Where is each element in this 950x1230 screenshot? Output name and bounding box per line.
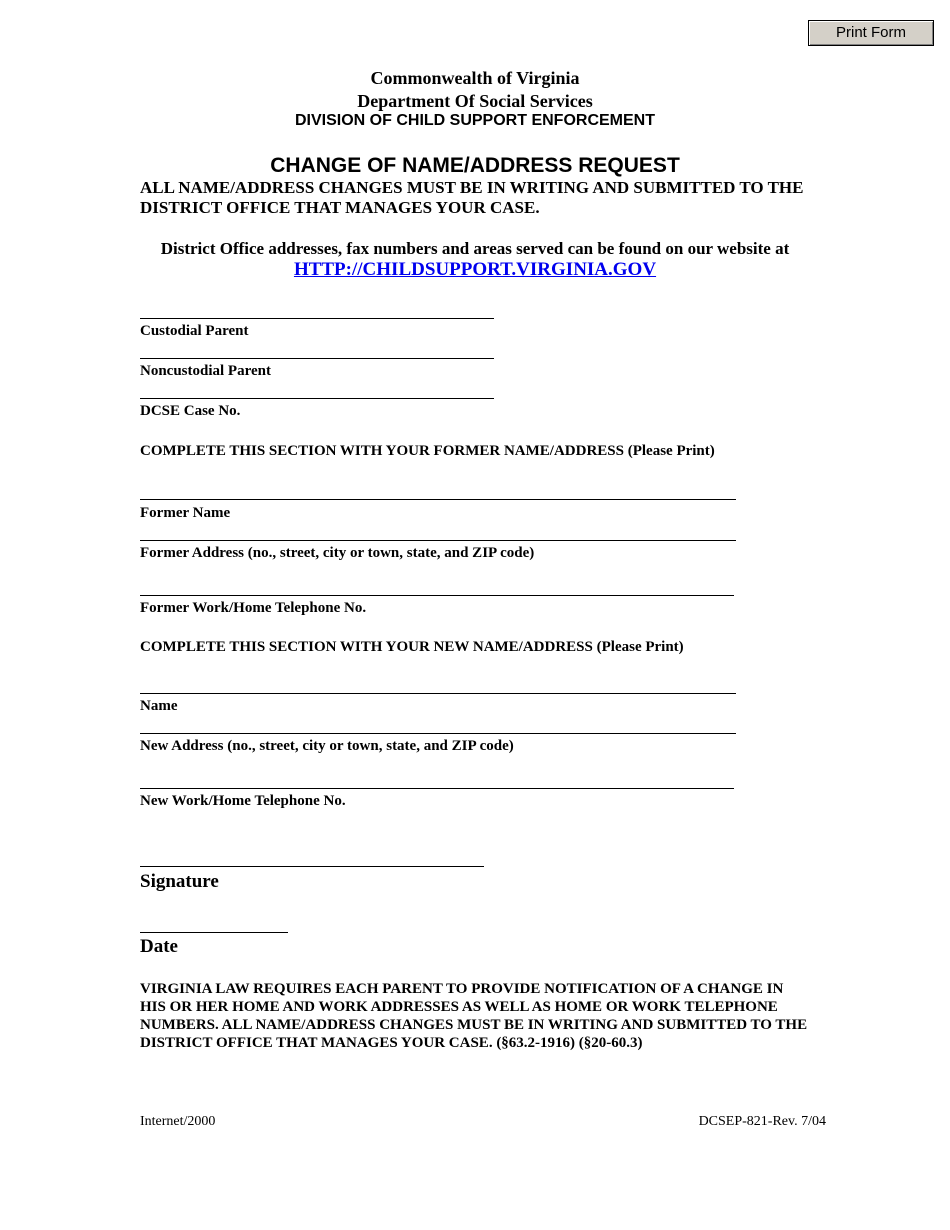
noncustodial-parent-field[interactable]: [140, 358, 494, 359]
date-label: Date: [140, 936, 178, 957]
former-phone-label: Former Work/Home Telephone No.: [140, 600, 367, 616]
former-name-label: Former Name: [140, 505, 231, 521]
case-number-field[interactable]: [140, 398, 494, 399]
former-section-heading: COMPLETE THIS SECTION WITH YOUR FORMER NAME/ADDRESS (Please Print): [140, 443, 715, 459]
signature-label: Signature: [140, 871, 219, 892]
new-phone-label: New Work/Home Telephone No.: [140, 793, 346, 809]
custodial-parent-field[interactable]: [140, 318, 494, 319]
new-name-field[interactable]: [140, 693, 736, 694]
footer-form-number: DCSEP-821-Rev. 7/04: [698, 1114, 826, 1129]
website-link-wrapper: [0, 259, 950, 281]
new-section-heading: COMPLETE THIS SECTION WITH YOUR NEW NAME/ADDRESS (Please Print): [140, 639, 684, 655]
intro-notice: ALL NAME/ADDRESS CHANGES MUST BE IN WRITING AND SUBMITTED TO THE DISTRICT OFFICE THAT MANAGES YOUR CASE.: [140, 178, 804, 217]
website-link[interactable]: HTTP://CHILDSUPPORT.VIRGINIA.GOV: [293, 259, 657, 280]
website-text: District Office addresses, fax numbers and areas served can be found on our website at: [160, 239, 790, 258]
new-phone-field[interactable]: [140, 788, 734, 789]
custodial-parent-label: Custodial Parent: [140, 323, 249, 339]
signature-field[interactable]: [140, 866, 484, 867]
header-division: DIVISION OF CHILD SUPPORT ENFORCEMENT: [294, 112, 655, 129]
footer-left: Internet/2000: [140, 1114, 216, 1129]
new-address-field[interactable]: [140, 733, 736, 734]
law-notice: VIRGINIA LAW REQUIRES EACH PARENT TO PROVIDE NOTIFICATION OF A CHANGE IN HIS OR HER HOME AND WORK ADDRESSES AS WELL AS HOME OR WORK TELEPHONE NUMBERS. ALL NAME/ADDRESS CHANGES MUST BE IN WRITING AND SUBMITTED TO THE DISTRICT OFFICE THAT MANAGES YOUR CASE. (§63.2-1916) (§20-60.3): [140, 981, 808, 1051]
page-title: CHANGE OF NAME/ADDRESS REQUEST: [270, 154, 680, 177]
header-department: Department Of Social Services: [357, 91, 593, 111]
former-address-label: Former Address (no., street, city or town, state, and ZIP code): [140, 545, 535, 561]
new-name-label: Name: [140, 698, 178, 714]
former-address-field[interactable]: [140, 540, 736, 541]
header-commonwealth: Commonwealth of Virginia: [370, 68, 580, 88]
date-field[interactable]: [140, 932, 288, 933]
case-number-label: DCSE Case No.: [140, 403, 241, 419]
former-name-field[interactable]: [140, 499, 736, 500]
print-form-button[interactable]: Print Form: [808, 20, 934, 46]
former-phone-field[interactable]: [140, 595, 734, 596]
new-address-label: New Address (no., street, city or town, state, and ZIP code): [140, 738, 514, 754]
noncustodial-parent-label: Noncustodial Parent: [140, 363, 271, 379]
